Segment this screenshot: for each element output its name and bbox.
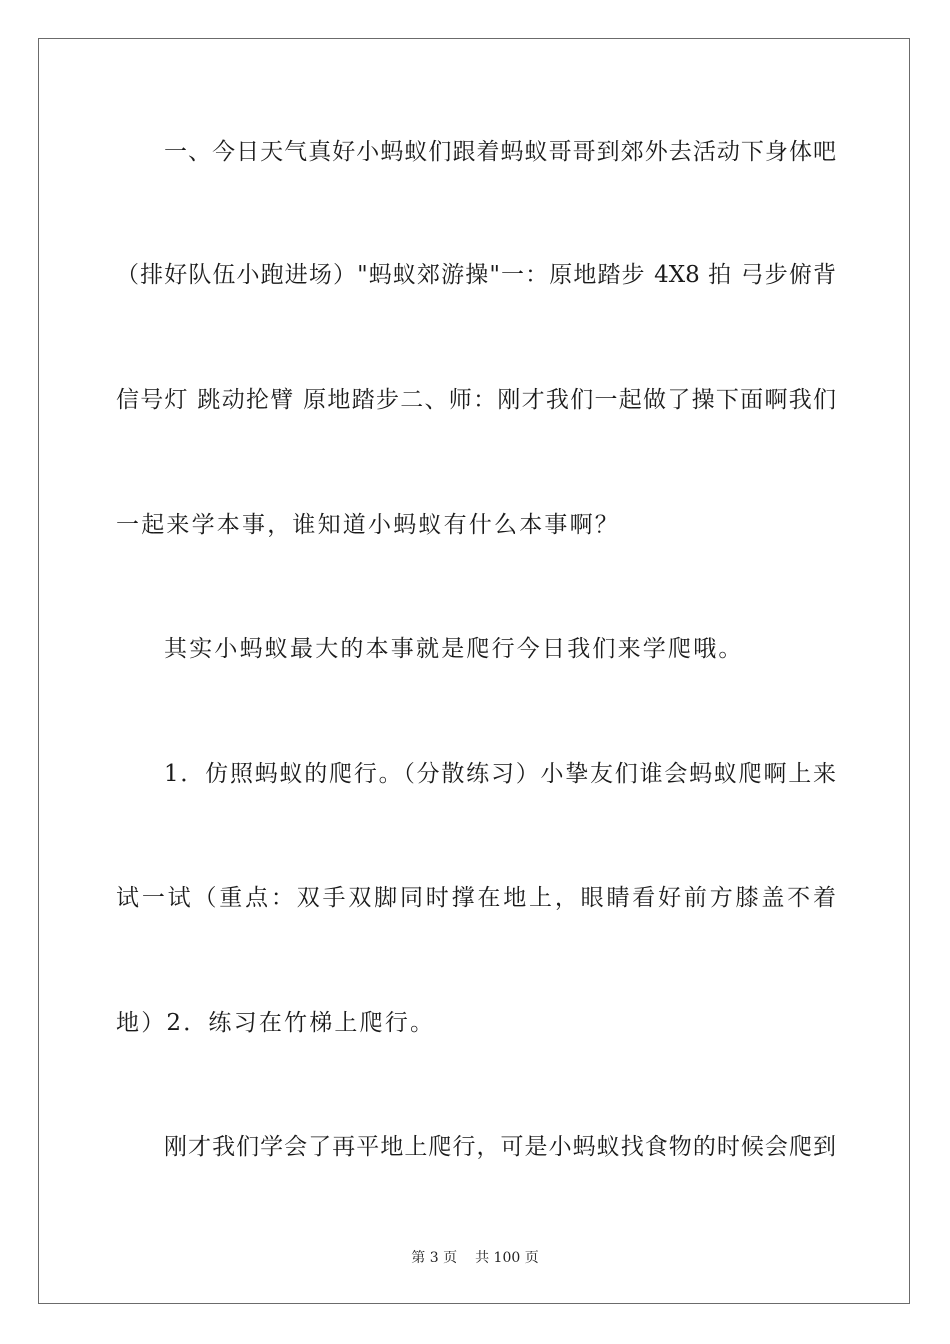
page-number: 第 3 页 xyxy=(411,1250,458,1266)
text-line: 刚才我们学会了再平地上爬行，可是小蚂蚁找食物的时候会爬到 xyxy=(164,1134,836,1160)
page-border xyxy=(38,38,910,1304)
text-line: 信号灯 跳动抡臂 原地踏步二、师：刚才我们一起做了操下面啊我们 xyxy=(116,387,836,413)
text-line: （排好队伍小跑进场）"蚂蚁郊游操"一：原地踏步 4X8 拍 弓步俯背 xyxy=(116,262,836,288)
text-line: 一、今日天气真好小蚂蚁们跟着蚂蚁哥哥到郊外去活动下身体吧 xyxy=(164,139,836,165)
text-line: 1．仿照蚂蚁的爬行。（分散练习）小挚友们谁会蚂蚁爬啊上来 xyxy=(164,761,836,787)
text-line: 其实小蚂蚁最大的本事就是爬行今日我们来学爬哦。 xyxy=(164,636,744,662)
text-line: 地）2．练习在竹梯上爬行。 xyxy=(116,1010,436,1036)
text-line: 一起来学本事，谁知道小蚂蚁有什么本事啊？ xyxy=(116,512,620,538)
page-footer xyxy=(0,1249,950,1267)
text-line: 试一试（重点：双手双脚同时撑在地上，眼睛看好前方膝盖不着 xyxy=(116,885,836,911)
page-total: 共 100 页 xyxy=(475,1250,539,1266)
